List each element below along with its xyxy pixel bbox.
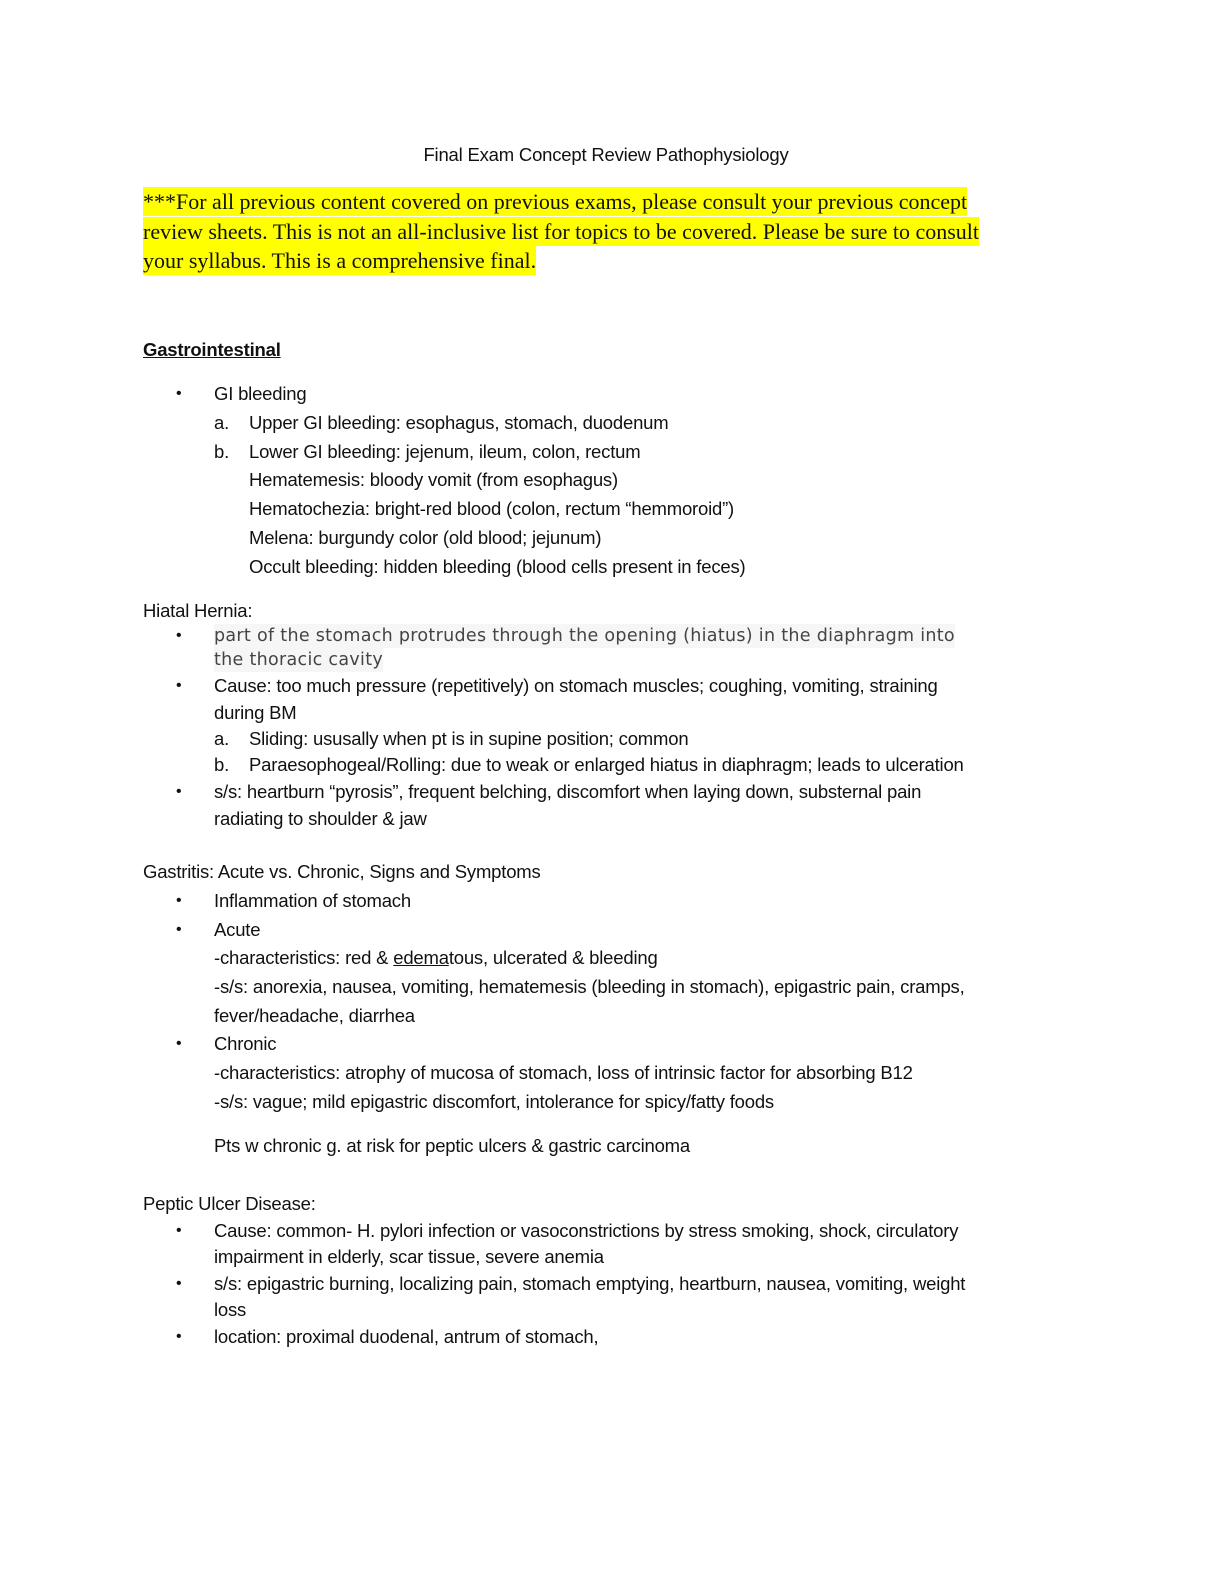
list-item: Inflammation of stomach <box>214 890 411 911</box>
text: -characteristics: red & <box>214 947 394 968</box>
list-item: Chronic <box>214 1033 277 1054</box>
list-item: -s/s: anorexia, nausea, vomiting, hematemesis (bleeding in stomach), epigastric pain, cramps, <box>214 976 965 997</box>
underlined-text: edema <box>393 947 449 968</box>
list-item: Occult bleeding: hidden bleeding (blood cells present in feces) <box>249 556 746 577</box>
list-item: fever/headache, diarrhea <box>214 1005 415 1026</box>
list-marker: b. <box>214 754 230 775</box>
notice-line: ***For all previous content covered on previous exams, please consult your previous concept <box>143 189 968 214</box>
list-item: Cause: common- H. pylori infection or vasoconstrictions by stress smoking, shock, circulatory <box>214 1220 959 1241</box>
list-item: loss <box>214 1299 247 1320</box>
list-item: s/s: heartburn “pyrosis”, frequent belching, discomfort when laying down, substernal pain <box>214 781 922 802</box>
list-item: s/s: epigastric burning, localizing pain, stomach emptying, heartburn, nausea, vomiting, weight <box>214 1273 966 1294</box>
notice-line: your syllabus. This is a comprehensive final. <box>143 248 537 273</box>
list-item: Hematemesis: bloody vomit (from esophagus) <box>249 469 618 490</box>
bullet-icon: • <box>176 921 182 938</box>
list-item: during BM <box>214 702 297 723</box>
note: Pts w chronic g. at risk for peptic ulcers & gastric carcinoma <box>214 1135 690 1156</box>
bullet-icon: • <box>176 783 182 800</box>
list-item: GI bleeding <box>214 383 307 404</box>
bullet-icon: • <box>176 1222 182 1239</box>
bullet-icon: • <box>176 627 182 644</box>
list-item: Paraesophogeal/Rolling: due to weak or enlarged hiatus in diaphragm; leads to ulceration <box>249 754 964 775</box>
section-heading-gastrointestinal: Gastrointestinal <box>143 339 281 360</box>
list-item: radiating to shoulder & jaw <box>214 808 427 829</box>
list-item: -characteristics: atrophy of mucosa of stomach, loss of intrinsic factor for absorbing B12 <box>214 1062 913 1083</box>
list-item: Hematochezia: bright-red blood (colon, rectum “hemmoroid”) <box>249 498 735 519</box>
list-item <box>214 946 658 970</box>
list-marker: b. <box>214 441 230 462</box>
section-heading-hiatal-hernia: Hiatal Hernia: <box>143 600 253 621</box>
list-item: location: proximal duodenal, antrum of stomach, <box>214 1326 599 1347</box>
list-item: -s/s: vague; mild epigastric discomfort, intolerance for spicy/fatty foods <box>214 1091 774 1112</box>
list-marker: a. <box>214 728 230 749</box>
list-item: impairment in elderly, scar tissue, severe anemia <box>214 1246 604 1267</box>
notice-line: review sheets. This is not an all-inclusive list for topics to be covered. Please be sure to consult <box>143 219 980 244</box>
page-title: Final Exam Concept Review Pathophysiology <box>423 144 789 165</box>
bullet-icon: • <box>176 1275 182 1292</box>
list-item: Acute <box>214 919 261 940</box>
list-item: the thoracic cavity <box>214 650 384 670</box>
list-item: Upper GI bleeding: esophagus, stomach, duodenum <box>249 412 669 433</box>
list-item: Sliding: ususally when pt is in supine position; common <box>249 728 689 749</box>
text: tous, ulcerated & bleeding <box>448 947 658 968</box>
bullet-icon: • <box>176 892 182 909</box>
bullet-icon: • <box>176 385 182 402</box>
bullet-icon: • <box>176 1328 182 1345</box>
bullet-icon: • <box>176 1035 182 1052</box>
list-item: part of the stomach protrudes through the opening (hiatus) in the diaphragm into <box>214 626 955 646</box>
section-heading-gastritis: Gastritis: Acute vs. Chronic, Signs and Symptoms <box>143 861 541 882</box>
bullet-icon: • <box>176 677 182 694</box>
list-item: Melena: burgundy color (old blood; jejunum) <box>249 527 602 548</box>
list-marker: a. <box>214 412 230 433</box>
list-item: Cause: too much pressure (repetitively) on stomach muscles; coughing, vomiting, straining <box>214 675 938 696</box>
section-heading-peptic-ulcer: Peptic Ulcer Disease: <box>143 1193 316 1214</box>
list-item: Lower GI bleeding: jejenum, ileum, colon, rectum <box>249 441 641 462</box>
